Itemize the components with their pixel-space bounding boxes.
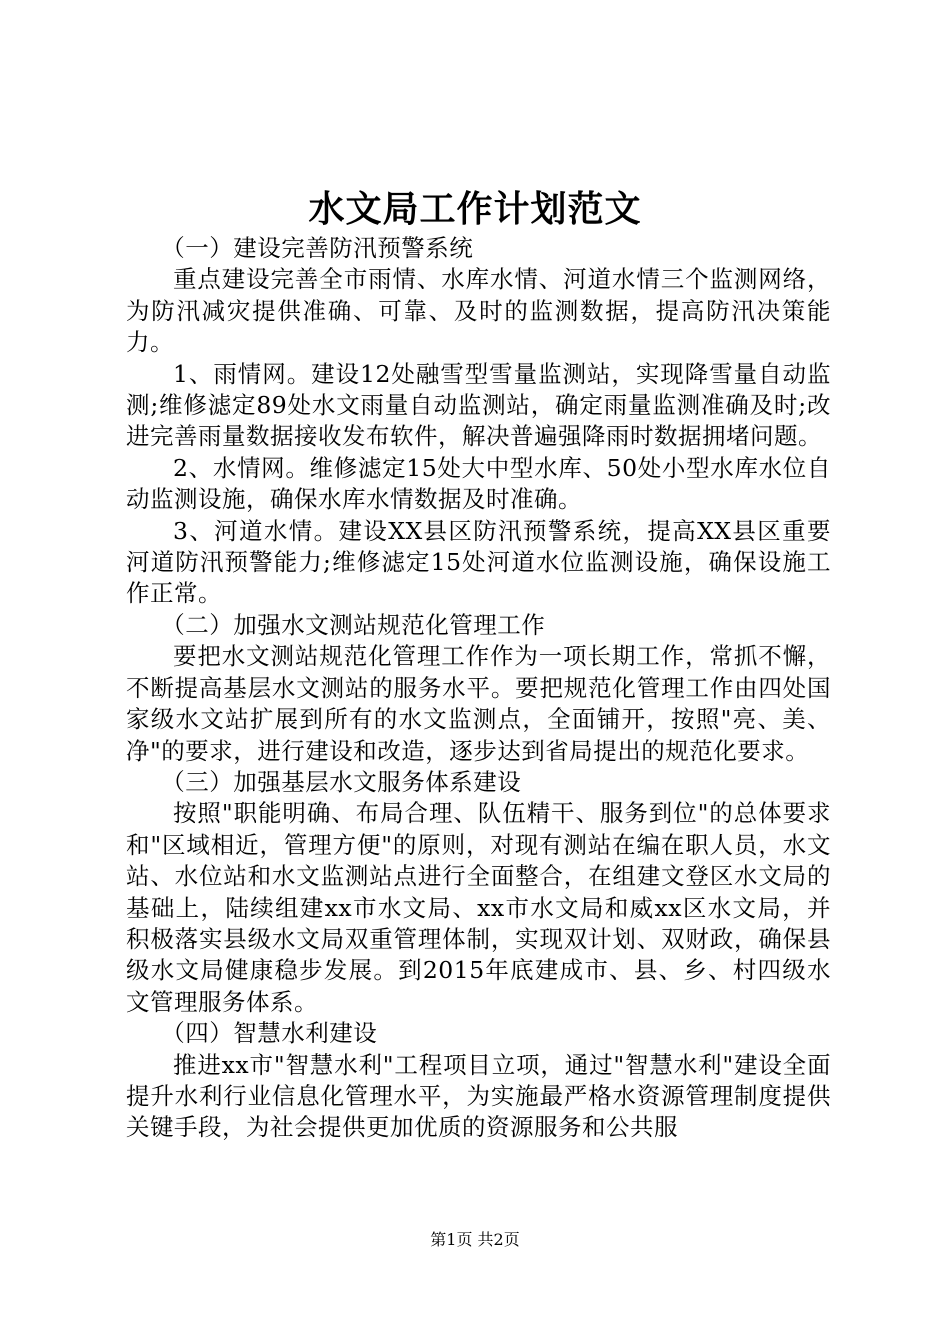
paragraph: 按照"职能明确、布局合理、队伍精干、服务到位"的总体要求和"区域相近，管理方便"的原则，对现有测站在编在职人员，水文站、水位站和水文监测站点进行全面整合，在组建文登区水文局的基础上，陆续组建xx市水文局、xx市水文局和威xx区水文局，并积极落实县级水文局双重管理体制，实现双计划、双财政，确保县级水文局健康稳步发展。到2015年底建成市、县、乡、村四级水文管理服务体系。 xyxy=(126,799,831,1016)
paragraph: 3、河道水情。建设XX县区防汛预警系统，提高XX县区重要河道防汛预警能力;维修滤定15处河道水位监测设施，确保设施工作正常。 xyxy=(126,516,831,608)
section-heading: （四）智慧水利建设 xyxy=(161,1019,378,1048)
section-heading: （三）加强基层水文服务体系建设 xyxy=(161,767,522,796)
document-body xyxy=(126,233,831,1144)
paragraph: 2、水情网。维修滤定15处大中型水库、50处小型水库水位自动监测设施，确保水库水情数据及时准确。 xyxy=(126,453,831,514)
paragraph: 推进xx市"智慧水利"工程项目立项，通过"智慧水利"建设全面提升水利行业信息化管理水平，为实施最严格水资源管理制度提供关键手段，为社会提供更加优质的资源服务和公共服 xyxy=(126,1050,831,1142)
paragraph: 要把水文测站规范化管理工作作为一项长期工作，常抓不懈，不断提高基层水文测站的服务水平。要把规范化管理工作由四处国家级水文站扩展到所有的水文监测点，全面铺开，按照"亮、美、净"的要求，进行建设和改造，逐步达到省局提出的规范化要求。 xyxy=(126,642,831,765)
section-heading: （一）建设完善防汛预警系统 xyxy=(161,234,474,262)
section-heading: （二）加强水文测站规范化管理工作 xyxy=(161,610,546,639)
paragraph: 重点建设完善全市雨情、水库水情、河道水情三个监测网络，为防汛减灾提供准确、可靠、及时的监测数据，提高防汛决策能力。 xyxy=(126,265,831,357)
document-title: 水文局工作计划范文 xyxy=(308,188,642,230)
page-footer: 第1页 共2页 xyxy=(430,1230,520,1249)
paragraph: 1、雨情网。建设12处融雪型雪量监测站，实现降雪量自动监测;维修滤定89处水文雨量自动监测站，确定雨量监测准确及时;改进完善雨量数据接收发布软件，解决普遍强降雨时数据拥堵问题。 xyxy=(126,359,831,451)
